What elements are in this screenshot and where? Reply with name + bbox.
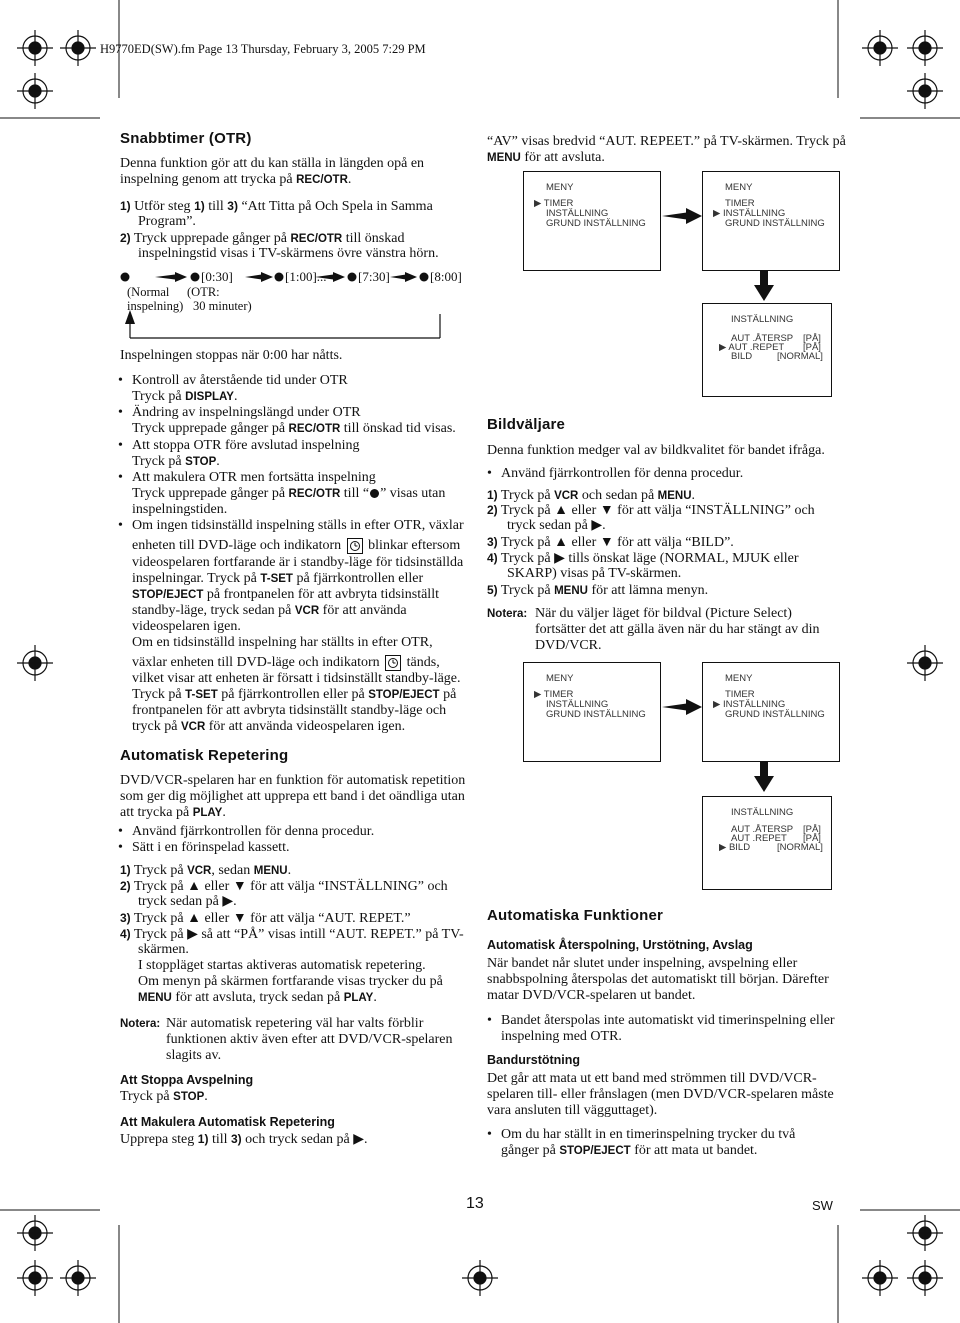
arrow-down-1 [753, 271, 775, 301]
bild-step1: 1) Tryck på VCR och sedan på MENU. [487, 488, 696, 503]
auto-p1: DVD/VCR-spelaren har en funktion för automatisk repetition [120, 773, 466, 788]
autofunc-p2: snabbspolning återspolas det automatiskt till början. Därefter [487, 972, 829, 987]
seq-30min: 30 minuter) [193, 299, 252, 313]
cancel-repeat-title: Att Makulera Automatisk Repetering [120, 1115, 335, 1129]
up-arrow-icon: ▲ [187, 911, 201, 926]
otr-bullet-5-l10: vilket visar att enheten är försatt i tidsinställt standby-läge. [132, 671, 461, 686]
tv-screen-settings-2 [702, 796, 832, 890]
otr-bullet-5-l13: tryck på VCR för att använda videospelaren igen. [132, 719, 406, 734]
timer-indicator-icon [347, 538, 363, 554]
seq-normal: (Normal [127, 285, 170, 299]
settings-val-autatersp: [PÅ] [803, 333, 821, 344]
tv-screen-menu-4 [702, 662, 840, 762]
otr-bullet-5-l2: enheten till DVD-läge och indikatorn blinkar eftersom [132, 538, 461, 554]
bild-note-1: När du väljer läget för bildval (Picture Select) [535, 606, 792, 621]
settings-row-bild: ▶ BILD [719, 842, 751, 853]
cursor-arrow-icon: ▶ [719, 342, 729, 353]
autofunc-q2: spelaren till- eller frånslagen (men DVD/VCR-spelaren måste [487, 1087, 834, 1102]
otr-title: Snabbtimer (OTR) [120, 130, 252, 147]
settings-row-autatersp: AUT .ÅTERSP [731, 824, 794, 835]
bild-step3: 3) Tryck på ▲ eller ▼ för att välja “BILD”. [487, 535, 734, 550]
right-arrow-icon: ▶ [591, 518, 603, 533]
auto-note-label: Notera: [120, 1018, 161, 1030]
tv-screen-menu-2 [702, 171, 840, 271]
otr-bullet-5-l8: Om en tidsinställd inspelning har ställts in efter OTR, [132, 635, 433, 650]
otr-bullet-3-b: Tryck på STOP. [132, 454, 220, 469]
auto-bullet-2: • Sätt i en förinspelad kassett. [132, 840, 289, 856]
seq-otr: (OTR: [187, 285, 220, 299]
auto-note-1: När automatisk repetering väl har valts förblir [166, 1016, 424, 1031]
otr-bullet-5-l12: frontpanelen för att avbryta tidsinställt standby-läge och [132, 703, 447, 718]
tv-screen-menu-1 [523, 171, 661, 271]
menu-title: MENY [546, 673, 574, 684]
bild-note-2: fortsätter det att gälla även när du har stängt av din [535, 622, 820, 637]
menu-item-installning: ▶ INSTÄLLNING [713, 208, 786, 219]
bild-title: Bildväljare [487, 416, 566, 433]
autofunc-bullet-1: • Bandet återspolas inte automatiskt vid timerinspelning eller [501, 1013, 835, 1029]
menu-item-grund: GRUND INSTÄLLNING [546, 709, 646, 720]
menu-item-grund: GRUND INSTÄLLNING [725, 218, 825, 229]
otr-bullet-4: • Att makulera OTR men fortsätta inspelning [132, 470, 376, 486]
auto-step4: 4) Tryck på ▶ så att “PÅ” visas intill “AUT. REPET.” på TV- [120, 927, 464, 942]
right-arrow-icon: ▶ [353, 1132, 365, 1147]
settings-row-bild: BILD [731, 351, 753, 362]
menu-item-timer: ▶ TIMER [534, 689, 574, 700]
timer-indicator-icon [385, 655, 401, 671]
autofunc-bullet-2: • Om du har ställt in en timerinspelning trycker du två [501, 1127, 795, 1143]
bild-step5: 5) Tryck på MENU för att lämna menyn. [487, 583, 709, 598]
tv-screen-settings-1 [702, 303, 832, 397]
seq-730: [7:30] [358, 269, 390, 284]
settings-title: INSTÄLLNING [731, 314, 794, 325]
right-top-line1: “AV” visas bredvid “AUT. REPEET.” på TV-skärmen. Tryck på [487, 134, 846, 149]
right-top-line2: MENU för att avsluta. [487, 150, 605, 165]
otr-bullet-2-b: Tryck upprepade gånger på REC/OTR till önskad tid visas. [132, 421, 456, 436]
auto-step3: 3) Tryck på ▲ eller ▼ för att välja “AUT. REPET.” [120, 911, 411, 926]
down-arrow-icon: ▼ [232, 879, 247, 894]
otr-bullet-1: • Kontroll av återstående tid under OTR [132, 373, 348, 389]
otr-step1: 1) Utför steg 1) till 3) “Att Titta på Och Spela in Samma [120, 199, 433, 214]
otr-sequence-diagram [115, 266, 465, 356]
settings-val-autrepet: [PÅ] [803, 342, 821, 353]
otr-bullet-5-l7: videospelaren igen. [132, 619, 241, 634]
bild-note-label: Notera: [487, 608, 528, 620]
settings-title: INSTÄLLNING [731, 807, 794, 818]
otr-bullet-5-l5: STOP/EJECT på frontpanelen för att avbryta tidsinställt [132, 587, 439, 602]
auto-step4-c: skärmen. [138, 942, 189, 957]
cursor-arrow-icon: ▶ [534, 198, 544, 209]
language-code: SW [812, 1198, 833, 1213]
otr-bullet-5-l4: inspelningar. Tryck på T-SET på fjärrkontrollen eller [132, 571, 424, 586]
settings-val-bild: [NORMAL] [777, 842, 823, 853]
autofunc-q3: vara ansluten till vägguttaget). [487, 1103, 658, 1118]
autofunc-bullet-2-b: gånger på STOP/EJECT för att mata ut bandet. [501, 1143, 758, 1158]
right-arrow-icon: ▶ [554, 551, 565, 566]
otr-bullet-2: • Ändring av inspelningslängd under OTR [132, 405, 361, 421]
otr-bullet-5-l6: standby-läge, tryck sedan på VCR för att använda [132, 603, 407, 618]
settings-val-bild: [NORMAL] [777, 351, 823, 362]
otr-intro-line2: inspelning genom att trycka på REC/OTR. [120, 172, 352, 187]
up-arrow-icon: ▲ [554, 503, 568, 518]
menu-title: MENY [725, 673, 753, 684]
auto-bullet-1: • Använd fjärrkontrollen för denna procedur. [132, 824, 374, 840]
bild-bullet-1: • Använd fjärrkontrollen för denna procedur. [501, 466, 743, 482]
cursor-arrow-icon: ▶ [534, 689, 544, 700]
auto-p3: att trycka på PLAY. [120, 805, 226, 820]
settings-row-autatersp: AUT .ÅTERSP [731, 333, 794, 344]
bild-step4: 4) Tryck på ▶ tills önskat läge (NORMAL, MJUK eller [487, 551, 799, 566]
menu-item-grund: GRUND INSTÄLLNING [546, 218, 646, 229]
auto-note-3: slagits av. [166, 1048, 222, 1063]
menu-item-timer: ▶ TIMER [534, 198, 574, 209]
otr-intro-line1: Denna funktion gör att du kan ställa in längden opå en [120, 156, 425, 171]
otr-bullet-1-b: Tryck på DISPLAY. [132, 389, 238, 404]
cursor-arrow-icon: ▶ [713, 699, 723, 710]
up-arrow-icon: ▲ [554, 535, 568, 550]
otr-step1-cont: Program”. [138, 214, 196, 229]
right-arrow-icon: ▶ [222, 894, 234, 909]
otr-step2: 2) Tryck upprepade gånger på REC/OTR till önskad [120, 231, 405, 246]
otr-bullet-5-l11: Tryck på T-SET på fjärrkontrollen eller på STOP/EJECT på [132, 687, 457, 702]
menu-item-installning: INSTÄLLNING [546, 208, 609, 219]
auto-step4-e: Om menyn på skärmen fortfarande visas trycker du på [138, 974, 443, 989]
bild-note-3: DVD/VCR. [535, 638, 602, 653]
down-arrow-icon: ▼ [599, 535, 614, 550]
otr-bullet-3: • Att stoppa OTR före avslutad inspelning [132, 438, 359, 454]
cancel-repeat-text: Upprepa steg 1) till 3) och tryck sedan på ▶. [120, 1132, 368, 1147]
autofunc-title: Automatiska Funktioner [487, 907, 664, 924]
otr-bullet-5-l9: växlar enheten till DVD-läge och indikatorn tänds, [132, 655, 440, 671]
otr-bullet-4-b: Tryck upprepade gånger på REC/OTR till “ ” visas utan [132, 486, 446, 501]
auto-step2-cont: tryck sedan på ▶. [138, 894, 237, 909]
auto-step2: 2) Tryck på ▲ eller ▼ för att välja “INSTÄLLNING” och [120, 879, 448, 894]
bild-step4-cont: SKARP) visas på TV-skärmen. [507, 566, 682, 581]
bild-step2: 2) Tryck på ▲ eller ▼ för att välja “INSTÄLLNING” och [487, 503, 815, 518]
auto-step4-f: MENU för att avsluta, tryck sedan på PLAY. [138, 990, 377, 1005]
right-arrow-icon: ▶ [187, 927, 198, 942]
arrow-right-2 [662, 697, 702, 717]
auto-repeat-title: Automatisk Repetering [120, 747, 289, 764]
arrow-right-1 [662, 206, 702, 226]
seq-100: [1:00]... [285, 269, 327, 284]
down-arrow-icon: ▼ [232, 911, 247, 926]
settings-row-autrepet: AUT .REPET [731, 833, 787, 844]
menu-item-installning: ▶ INSTÄLLNING [713, 699, 786, 710]
autofunc-p1: När bandet når slutet under inspelning, avspelning eller [487, 956, 798, 971]
menu-item-timer: TIMER [725, 198, 755, 209]
otr-bullet-5-l3: videospelaren fortfarande är i standby-läge för tidsinställda [132, 555, 464, 570]
seq-800: [8:00] [430, 269, 462, 284]
menu-item-timer: TIMER [725, 689, 755, 700]
settings-val-autrepet: [PÅ] [803, 833, 821, 844]
autofunc-sub2: Bandurstötning [487, 1053, 581, 1067]
bild-step2-cont: tryck sedan på ▶. [507, 518, 606, 533]
otr-step2-cont: inspelningstid visas i TV-skärmens övre vänstra hörn. [138, 246, 439, 261]
otr-stops: Inspelningen stoppas när 0:00 har nåtts. [120, 348, 343, 363]
settings-val-autatersp: [PÅ] [803, 824, 821, 835]
menu-title: MENY [725, 182, 753, 193]
menu-title: MENY [546, 182, 574, 193]
arrow-down-2 [753, 762, 775, 792]
seq-030: [0:30] [201, 269, 233, 284]
file-header: H9770ED(SW).fm Page 13 Thursday, February 3, 2005 7:29 PM [100, 42, 426, 56]
page-number: 13 [466, 1195, 484, 1212]
tv-screen-menu-3 [523, 662, 661, 762]
autofunc-sub1: Automatisk Återspolning, Urstötning, Avslag [487, 938, 753, 952]
autofunc-p3: matar DVD/VCR-spelaren ut bandet. [487, 988, 696, 1003]
seq-inspelning: inspelning) [127, 299, 184, 313]
up-arrow-icon: ▲ [187, 879, 201, 894]
otr-bullet-4-c: inspelningstiden. [132, 502, 228, 517]
auto-step4-d: I stoppläget startas aktiveras automatisk repetering. [138, 958, 426, 973]
otr-bullet-5: • Om ingen tidsinställd inspelning ställs in efter OTR, växlar [132, 518, 464, 534]
auto-p2: som ger dig möjlighet att upprepa ett band i det oändliga utan [120, 789, 465, 804]
auto-step1: 1) Tryck på VCR, sedan MENU. [120, 863, 292, 878]
record-dot-icon [370, 489, 379, 498]
menu-item-installning: INSTÄLLNING [546, 699, 609, 710]
cursor-arrow-icon: ▶ [713, 208, 723, 219]
autofunc-q1: Det går att mata ut ett band med strömmen till DVD/VCR- [487, 1071, 817, 1086]
autofunc-bullet-1-b: inspelning med OTR. [501, 1029, 622, 1044]
stop-playback-text: Tryck på STOP. [120, 1089, 208, 1104]
bild-p1: Denna funktion medger val av bildkvalitet för bandet ifråga. [487, 443, 825, 458]
auto-note-2: funktionen aktiv även efter att DVD/VCR-spelaren [166, 1032, 453, 1047]
stop-playback-title: Att Stoppa Avspelning [120, 1073, 254, 1087]
settings-row-autrepet: ▶ AUT .REPET [719, 342, 785, 353]
cursor-arrow-icon: ▶ [719, 842, 729, 853]
down-arrow-icon: ▼ [599, 503, 614, 518]
menu-item-grund: GRUND INSTÄLLNING [725, 709, 825, 720]
